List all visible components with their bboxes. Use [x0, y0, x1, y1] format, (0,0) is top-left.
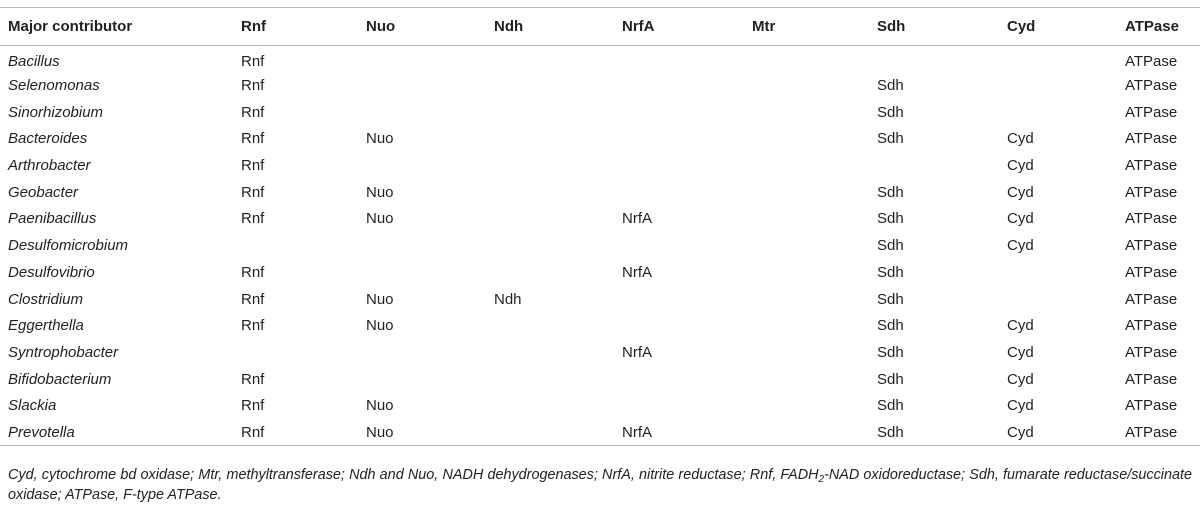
table-row — [0, 232, 1200, 259]
complex-cell: Cyd — [1007, 210, 1034, 228]
complex-cell — [486, 392, 614, 419]
table-row — [0, 286, 1200, 313]
complex-cell: Rnf — [241, 183, 265, 201]
complex-cell: Rnf — [241, 157, 265, 175]
complex-cell: ATPase — [1125, 290, 1178, 308]
complex-cell — [744, 72, 869, 99]
header-row — [0, 8, 1200, 46]
complex-cell: Nuo — [366, 423, 394, 441]
complex-cell — [744, 339, 869, 366]
complex-cell: Cyd — [1007, 183, 1034, 201]
table-row — [0, 152, 1200, 179]
table-row — [0, 206, 1200, 233]
complex-cell: Sdh — [877, 210, 904, 228]
complex-cell — [486, 179, 614, 206]
complex-cell — [744, 366, 869, 393]
complex-cell: NrfA — [622, 263, 652, 281]
complex-cell — [744, 232, 869, 259]
complex-cell: Rnf — [241, 370, 265, 388]
complex-cell: ATPase — [1125, 397, 1178, 415]
complex-cell: Nuo — [366, 317, 394, 335]
complex-cell: Sdh — [877, 263, 904, 281]
complex-cell: Rnf — [241, 210, 265, 228]
complex-cell — [486, 46, 614, 73]
complex-cell — [614, 72, 744, 99]
column-header: Sdh — [869, 8, 999, 46]
table-footnote — [8, 465, 1192, 505]
contributor-name-cell: Eggerthella — [8, 317, 84, 335]
complex-cell: ATPase — [1125, 103, 1178, 121]
complex-cell: ATPase — [1125, 77, 1178, 95]
contributor-name-cell: Desulfovibrio — [8, 263, 95, 281]
complex-cell: Nuo — [366, 183, 394, 201]
complex-cell: Sdh — [877, 290, 904, 308]
complex-cell: ATPase — [1125, 157, 1178, 175]
complex-cell — [614, 232, 744, 259]
contributor-name-cell: Slackia — [8, 397, 57, 415]
complex-cell — [486, 126, 614, 153]
complex-cell — [358, 339, 486, 366]
column-header: Rnf — [233, 8, 358, 46]
complex-cell: Cyd — [1007, 397, 1034, 415]
complex-cell — [744, 99, 869, 126]
footnote-text-2: -NAD oxidoreductase; Sdh, fumarate reductase/succinate oxidase; ATPase, F-type ATPase. — [8, 467, 1192, 503]
complex-cell — [614, 286, 744, 313]
complex-cell — [358, 152, 486, 179]
complex-cell: ATPase — [1125, 263, 1178, 281]
complex-cell — [869, 152, 999, 179]
complex-cell: ATPase — [1125, 343, 1178, 361]
complex-cell: Sdh — [877, 103, 904, 121]
complex-cell — [486, 206, 614, 233]
complex-cell: ATPase — [1125, 130, 1178, 148]
complex-cell — [486, 232, 614, 259]
complex-cell: Cyd — [1007, 423, 1034, 441]
contributor-name-cell: Bacillus — [8, 53, 60, 71]
complex-cell: Rnf — [241, 397, 265, 415]
complex-cell: Sdh — [877, 77, 904, 95]
complex-cell: Rnf — [241, 423, 265, 441]
complex-cell — [486, 312, 614, 339]
complex-cell — [744, 312, 869, 339]
complex-cell — [999, 286, 1117, 313]
contributor-name-cell: Sinorhizobium — [8, 103, 104, 121]
complex-cell — [358, 232, 486, 259]
complex-cell: Nuo — [366, 290, 394, 308]
table-row — [0, 419, 1200, 446]
complex-cell — [614, 46, 744, 73]
complex-cell: Rnf — [241, 130, 265, 148]
column-header: Cyd — [999, 8, 1117, 46]
complex-cell — [614, 179, 744, 206]
complex-cell: Cyd — [1007, 343, 1034, 361]
column-header: Nuo — [358, 8, 486, 46]
table-row — [0, 99, 1200, 126]
complex-cell: Sdh — [877, 183, 904, 201]
contributor-name-cell: Bacteroides — [8, 130, 88, 148]
complex-cell — [999, 72, 1117, 99]
complex-cell: Rnf — [241, 290, 265, 308]
complex-cell: Sdh — [877, 397, 904, 415]
complex-cell — [614, 99, 744, 126]
table-row — [0, 366, 1200, 393]
table-row — [0, 339, 1200, 366]
complex-cell: Rnf — [241, 317, 265, 335]
contributor-table — [0, 7, 1200, 446]
complex-cell — [744, 419, 869, 446]
complex-cell: Nuo — [366, 130, 394, 148]
table-row — [0, 259, 1200, 286]
complex-cell: Sdh — [877, 130, 904, 148]
complex-cell: Cyd — [1007, 157, 1034, 175]
complex-cell: ATPase — [1125, 183, 1178, 201]
complex-cell — [486, 72, 614, 99]
complex-cell: Rnf — [241, 103, 265, 121]
complex-cell: Cyd — [1007, 237, 1034, 255]
complex-cell: ATPase — [1125, 370, 1178, 388]
complex-cell — [486, 419, 614, 446]
complex-cell — [614, 312, 744, 339]
complex-cell: Rnf — [241, 77, 265, 95]
complex-cell: ATPase — [1125, 53, 1178, 71]
complex-cell: Rnf — [241, 53, 265, 71]
complex-cell — [233, 339, 358, 366]
table-row — [0, 72, 1200, 99]
complex-cell — [999, 99, 1117, 126]
table-body — [0, 46, 1200, 446]
complex-cell: Cyd — [1007, 370, 1034, 388]
complex-cell: Sdh — [877, 370, 904, 388]
complex-cell: NrfA — [622, 423, 652, 441]
table-row — [0, 126, 1200, 153]
contributor-name-cell: Clostridium — [8, 290, 84, 308]
contributor-name-cell: Geobacter — [8, 183, 79, 201]
table-row — [0, 46, 1200, 73]
complex-cell: Ndh — [494, 290, 522, 308]
complex-cell — [358, 99, 486, 126]
column-header: Mtr — [744, 8, 869, 46]
complex-cell: Cyd — [1007, 317, 1034, 335]
complex-cell: ATPase — [1125, 317, 1178, 335]
complex-cell: Rnf — [241, 263, 265, 281]
complex-cell — [869, 46, 999, 73]
complex-cell: Sdh — [877, 343, 904, 361]
column-header: Major contributor — [0, 8, 233, 46]
column-header: Ndh — [486, 8, 614, 46]
complex-cell: NrfA — [622, 343, 652, 361]
footnote-text-1: Cyd, cytochrome bd oxidase; Mtr, methyltransferase; Ndh and Nuo, NADH dehydrogenases; NrfA, nitrite reductase; Rnf, FADH — [8, 467, 819, 483]
contributor-name-cell: Desulfomicrobium — [8, 237, 129, 255]
complex-cell: ATPase — [1125, 423, 1178, 441]
complex-cell: ATPase — [1125, 237, 1178, 255]
complex-cell — [614, 366, 744, 393]
complex-cell — [486, 339, 614, 366]
complex-cell — [744, 259, 869, 286]
complex-cell — [744, 152, 869, 179]
complex-cell — [614, 152, 744, 179]
complex-cell: ATPase — [1125, 210, 1178, 228]
complex-cell — [744, 179, 869, 206]
column-header: ATPase — [1117, 8, 1200, 46]
complex-cell — [486, 99, 614, 126]
table-row — [0, 179, 1200, 206]
contributor-name-cell: Selenomonas — [8, 77, 100, 95]
complex-cell — [358, 46, 486, 73]
complex-cell — [999, 46, 1117, 73]
contributor-name-cell: Prevotella — [8, 423, 75, 441]
complex-cell — [486, 366, 614, 393]
complex-cell: Nuo — [366, 397, 394, 415]
column-header: NrfA — [614, 8, 744, 46]
table-row — [0, 312, 1200, 339]
complex-cell — [233, 232, 358, 259]
complex-cell — [999, 259, 1117, 286]
complex-cell: NrfA — [622, 210, 652, 228]
footnote-subscript: 2 — [818, 474, 825, 485]
complex-cell — [744, 206, 869, 233]
complex-cell — [744, 286, 869, 313]
contributor-name-cell: Syntrophobacter — [8, 343, 119, 361]
contributor-name-cell: Paenibacillus — [8, 210, 97, 228]
complex-cell — [486, 152, 614, 179]
contributor-name-cell: Arthrobacter — [8, 157, 91, 175]
complex-cell: Sdh — [877, 423, 904, 441]
complex-cell: Cyd — [1007, 130, 1034, 148]
complex-cell — [744, 46, 869, 73]
complex-cell — [614, 126, 744, 153]
complex-cell — [358, 259, 486, 286]
complex-cell: Nuo — [366, 210, 394, 228]
complex-cell — [358, 366, 486, 393]
complex-cell — [358, 72, 486, 99]
complex-cell: Sdh — [877, 317, 904, 335]
complex-cell — [614, 392, 744, 419]
complex-cell — [744, 126, 869, 153]
complex-cell — [744, 392, 869, 419]
contributor-name-cell: Bifidobacterium — [8, 370, 112, 388]
complex-cell — [486, 259, 614, 286]
table-row — [0, 392, 1200, 419]
complex-cell: Sdh — [877, 237, 904, 255]
